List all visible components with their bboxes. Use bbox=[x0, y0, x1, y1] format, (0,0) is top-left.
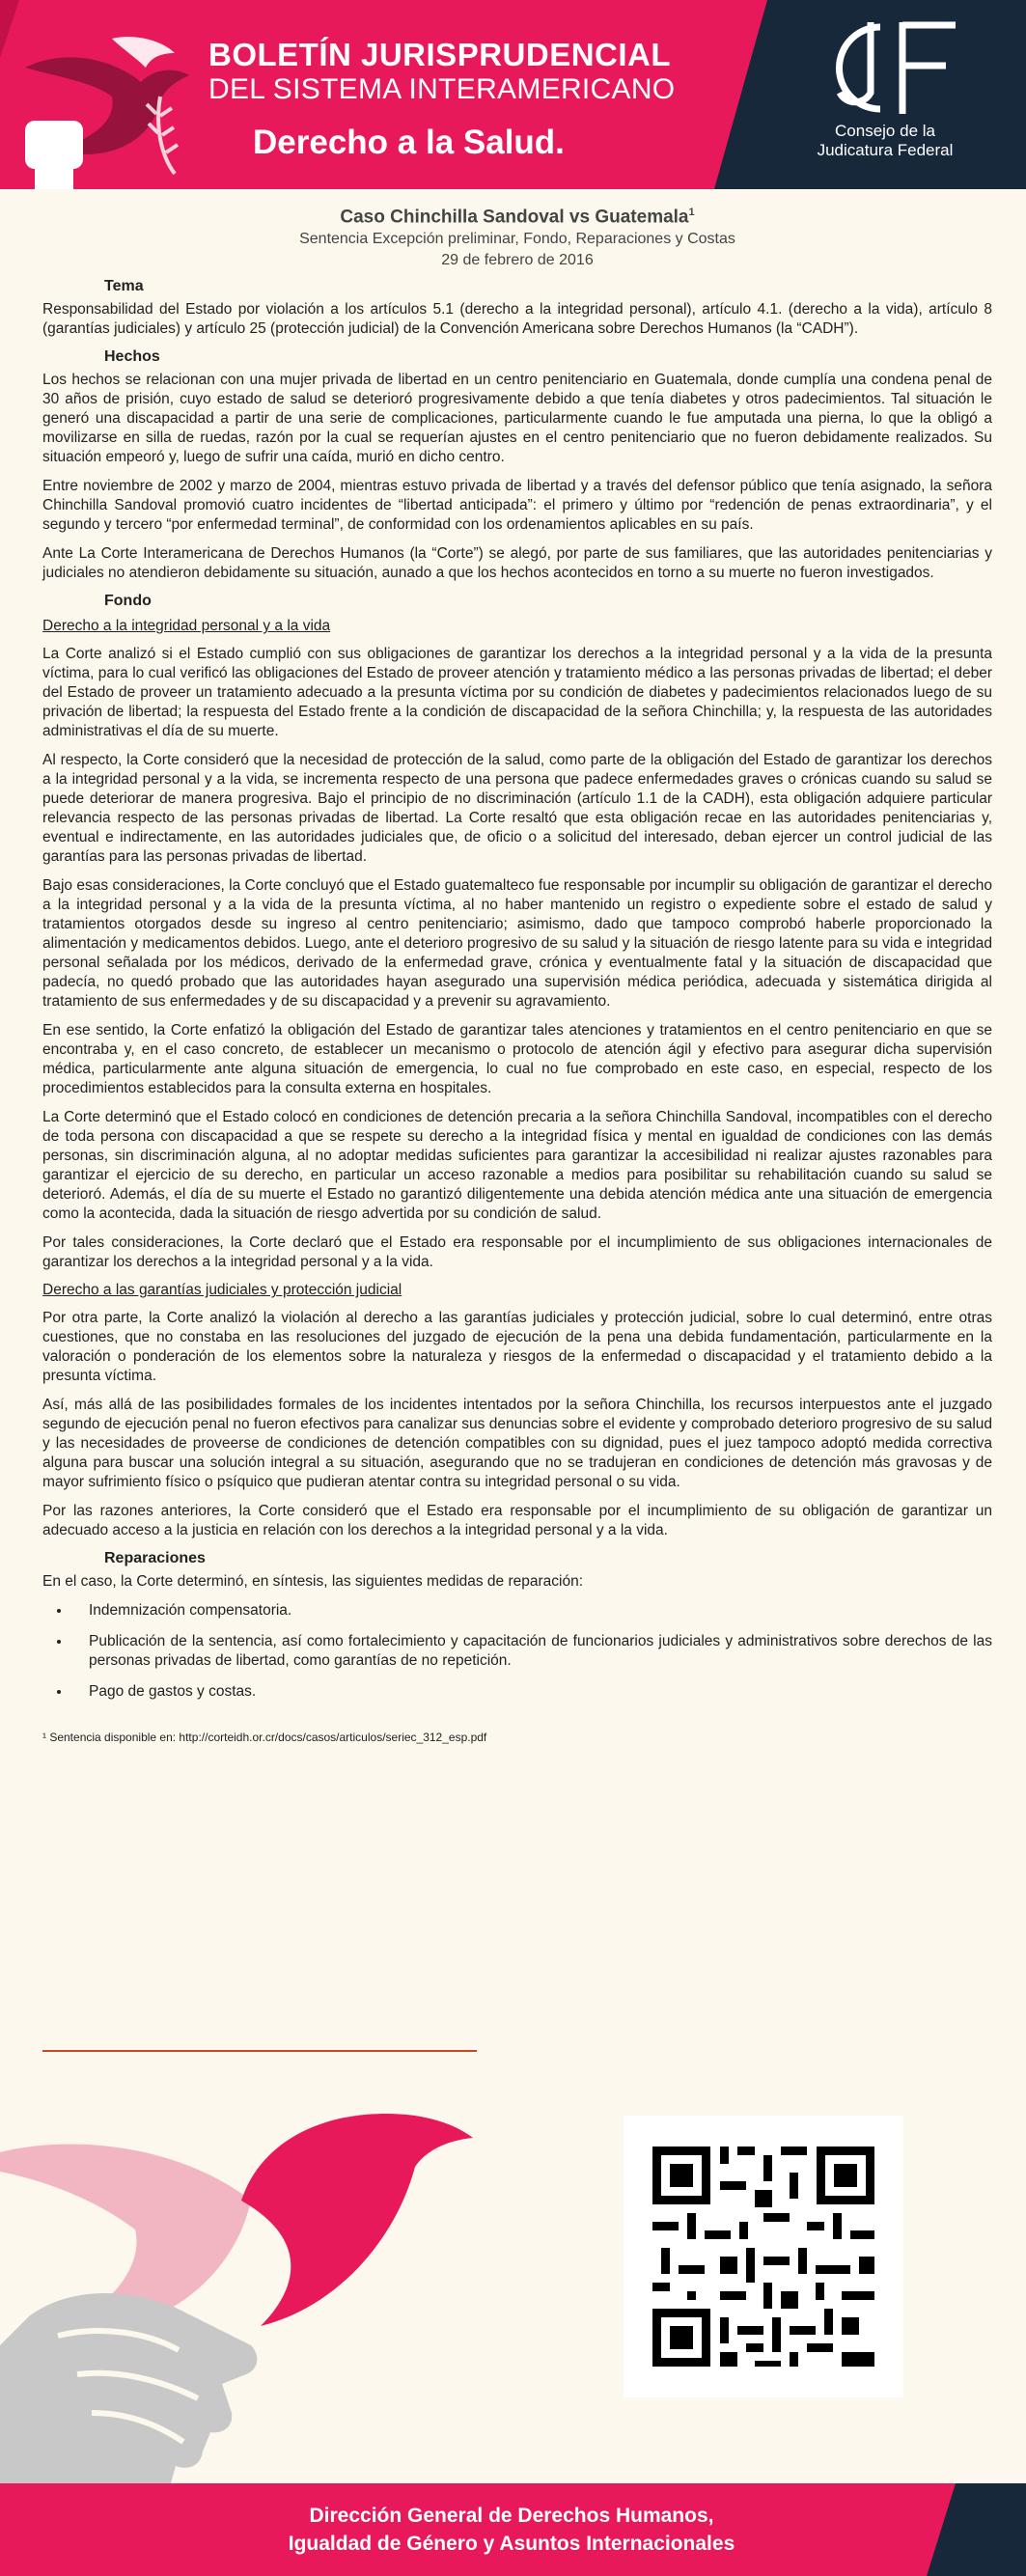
bulletin-subtitle: DEL SISTEMA INTERAMERICANO bbox=[208, 73, 676, 105]
cjf-monogram-icon bbox=[811, 17, 965, 119]
bird-fist-illustration-icon bbox=[0, 2094, 579, 2500]
org-name: Consejo de la Judicatura Federal bbox=[817, 122, 954, 159]
paragraph: Al respecto, la Corte consideró que la necesidad de protección de la salud, como parte de la obligación del Estado de garantizar los derechos a la integridad personal y a la vida, se incrementa respecto de una persona que padece enfermedades graves o crónicas cuando su salud se puede deteriorar de manera progresiva. Bajo el principio de no discriminación (artículo 1.1 de la CADH), esta obligación adquiere particular relevancia respecto de las personas privadas de libertad. La Corte resaltó que esta obligación recae en las autoridades penitenciarias y, eventual e indirectamente, en las autoridades judiciales que, de oficio o a solicitud del interesado, deban ejercer un control judicial de las garantías para las personas privadas de libertad. bbox=[42, 752, 992, 866]
paragraph: En ese sentido, la Corte enfatizó la obligación del Estado de garantizar tales atenciones y tratamientos en el centro penitenciario en que se encontraba y, en el caso concreto, de establecer un mecanismo o protocolo de atención ágil y efectivo para asegurar dicha supervisión médica, particularmente ante alguna situación de emergencia, lo cual no fue comprobado en este caso, en especial, respecto de los procedimientos establecidos para la consulta externa en hospitales. bbox=[42, 1022, 992, 1097]
footnote: ¹ Sentencia disponible en: http://corteidh.or.cr/docs/casos/articulos/seriec_312_esp.pdf bbox=[42, 1731, 487, 1745]
paragraph: Así, más allá de las posibilidades formales de los incidentes intentados por la señora Chinchilla, los recursos interpuestos ante el juzgado segundo de ejecución penal no fueron efectivos para canalizar sus denuncias sobre el evidente y comprobado deterioro progresivo de su salud y las necesidades de proveerse de condiciones de detención compatibles con su dignidad, pues el juez tampoco adoptó medida correctiva alguna para buscar una solución integral a su situación, asegurando que no se tradujeran en condiciones de detención más gravosas y de mayor sufrimiento físico o psíquico que pudieran atentar contra su integridad personal o su vida. bbox=[42, 1397, 993, 1491]
qr-code[interactable] bbox=[624, 2116, 903, 2397]
paragraph: Entre noviembre de 2002 y marzo de 2004, mientras estuvo privada de libertad y a través del defensor público que tenía asignado, la señora Chinchilla Sandoval promovió cuatro incidentes de “libertad anticipada”: el primero y último por “redención de penas extraordinaria”, y el segundo y tercero “por enfermedad terminal”, de conformidad con los ordenamientos aplicables en su país. bbox=[42, 478, 992, 534]
list-item: • Publicación de la sentencia, así como fortalecimiento y capacitación de funcionarios judiciales y administrativos sobre derechos de las personas privadas de libertad, como garantías de no repetición. bbox=[71, 1632, 992, 1671]
list-item: • Indemnización compensatoria. bbox=[71, 1601, 992, 1620]
footer-text: Dirección General de Derechos Humanos, Igualdad de Género y Asuntos Internacionales bbox=[288, 2505, 735, 2555]
paragraph: Ante La Corte Interamericana de Derechos Humanos (la “Corte”) se alegó, por parte de sus familiares, que las autoridades penitenciarias y judiciales no atendieron debidamente su situación, aunado a que los hechos acontecidos en torno a su muerte no fueron investigados. bbox=[42, 545, 992, 582]
list-item: • Pago de gastos y costas. bbox=[71, 1682, 992, 1702]
section-heading-tema: Tema bbox=[104, 278, 144, 295]
bulletin-content bbox=[42, 207, 992, 1744]
paragraph: Por las razones anteriores, la Corte consideró que el Estado era responsable por el incumplimiento de su obligación de garantizar un adecuado acceso a la justicia en relación con los derechos a la integridad personal y a la vida. bbox=[42, 1503, 992, 1539]
bulletin-title: BOLETÍN JURISPRUDENCIAL bbox=[208, 37, 672, 72]
case-date: 29 de febrero de 2016 bbox=[441, 252, 594, 269]
paragraph: Por otra parte, la Corte analizó la violación al derecho a las garantías judiciales y protección judicial, sobre lo cual determinó, entre otras cuestiones, que no constaba en las resoluciones del juzgado de ejecución de la pena una debida fundamentación, particularmente en la valoración o ponderación de los elementos sobre la naturaleza y riesgos de la enfermedad o discapacidad y el tratamiento debido a la presunta víctima. bbox=[42, 1310, 992, 1385]
qr-code-icon bbox=[624, 2116, 903, 2397]
paragraph: Por tales consideraciones, la Corte declaró que el Estado era responsable por el incumplimiento de sus obligaciones internacionales de garantizar los derechos a la integridad personal y a la vida. bbox=[42, 1234, 992, 1271]
paragraph: Bajo esas consideraciones, la Corte concluyó que el Estado guatemalteco fue responsable por incumplir su obligación de garantizar el derecho a la integridad personal y a la vida de la presunta víctima, al no haber mantenido un registro o expediente sobre el estado de salud y tratamientos otorgados desde su ingreso al centro penitenciario; asimismo, dado que tampoco comprobó haberle proporcionado la alimentación y medicamentos debidos. Luego, ante el deterioro progresivo de su salud y la situación de riesgo latente para su vida e integridad personal señalada por los médicos, derivado de la enfermedad grave, crónica y eventualmente fatal y la situación de discapacidad que padecía, no quedó probado que las autoridades hayan asegurado una supervisión médica periódica, adecuada y sistemática dirigida al tratamiento de sus enfermedades y de su discapacidad y a prevenir su agravamiento. bbox=[42, 877, 992, 1011]
reparations-list bbox=[42, 1601, 992, 1702]
subsection-heading-garantias: Derecho a las garantías judiciales y protección judicial bbox=[42, 1282, 402, 1299]
paragraph: Responsabilidad del Estado por violación a los artículos 5.1 (derecho a la integridad personal), artículo 4.1. (derecho a la vida), artículo 8 (garantías judiciales) y artículo 25 (protección judicial) de la Convención Americana sobre Derechos Humanos (la “CADH”). bbox=[42, 301, 992, 338]
paragraph: Los hechos se relacionan con una mujer privada de libertad en un centro penitenciario en Guatemala, donde cumplía una condena penal de 30 años de prisión, cuyo estado de salud se deterioró progresivamente debido a que tenía diabetes y otros padecimientos. Tal situación le generó una discapacidad a partir de una serie de complicaciones, particularmente cuando le fue amputada una pierna, lo que la obligó a movilizarse en silla de ruedas, razón por la cual se requerían ajustes en el centro penitenciario que no fueron debidamente realizados. Su situación empeoró y, luego de sufrir una caída, murió en dicho centro. bbox=[42, 372, 992, 466]
case-title: Caso Chinchilla Sandoval vs Guatemala$^1$ bbox=[340, 207, 695, 228]
paragraph: La Corte analizó si el Estado cumplió con sus obligaciones de garantizar los derechos a la integridad personal y a la vida de la presunta víctima, para lo cual verificó las obligaciones del Estado de proveer atención y tratamiento médico a las personas privadas de libertad; el deber del Estado de proveer un tratamiento adecuado a la presunta víctima por su condición de diabetes y padecimientos relacionados luego de su privación de libertad; la respuesta del Estado frente a la condición de discapacidad de la señora Chinchilla; y, la respuesta de las autoridades administrativas el día de su muerte. bbox=[42, 646, 992, 740]
paragraph: En el caso, la Corte determinó, en síntesis, las siguientes medidas de reparación: bbox=[42, 1573, 584, 1591]
header-banner bbox=[0, 0, 1026, 189]
subsection-heading-integridad: Derecho a la integridad personal y a la vida bbox=[42, 618, 331, 635]
divider-line bbox=[42, 2050, 477, 2052]
section-heading-hechos: Hechos bbox=[104, 348, 160, 366]
topic-title: Derecho a la Salud. bbox=[253, 124, 565, 161]
case-subtitle: Sentencia Excepción preliminar, Fondo, Reparaciones y Costas bbox=[299, 231, 735, 248]
bird-fist-logo-icon bbox=[15, 29, 199, 189]
section-heading-reparaciones: Reparaciones bbox=[104, 1550, 206, 1567]
section-heading-fondo: Fondo bbox=[104, 593, 152, 610]
paragraph: La Corte determinó que el Estado colocó en condiciones de detención precaria a la señora Chinchilla Sandoval, incompatibles con el derecho de toda persona con discapacidad a que se respete su derecho a la integridad física y mental en igualdad de condiciones con las demás personas, sin discriminación alguna, al no adoptar medidas suficientes para garantizar la accesibilidad ni realizar ajustes razonables para garantizar el ejercicio de su derecho, en particular un acceso razonable a medios para posibilitar su rehabilitación cuando su salud se deterioró. Además, el día de su muerte el Estado no garantizó diligentemente una debida atención médica ante una situación de emergencia como la acontecida, dada la situación de riesgo advertida por su condición de salud. bbox=[42, 1109, 992, 1223]
